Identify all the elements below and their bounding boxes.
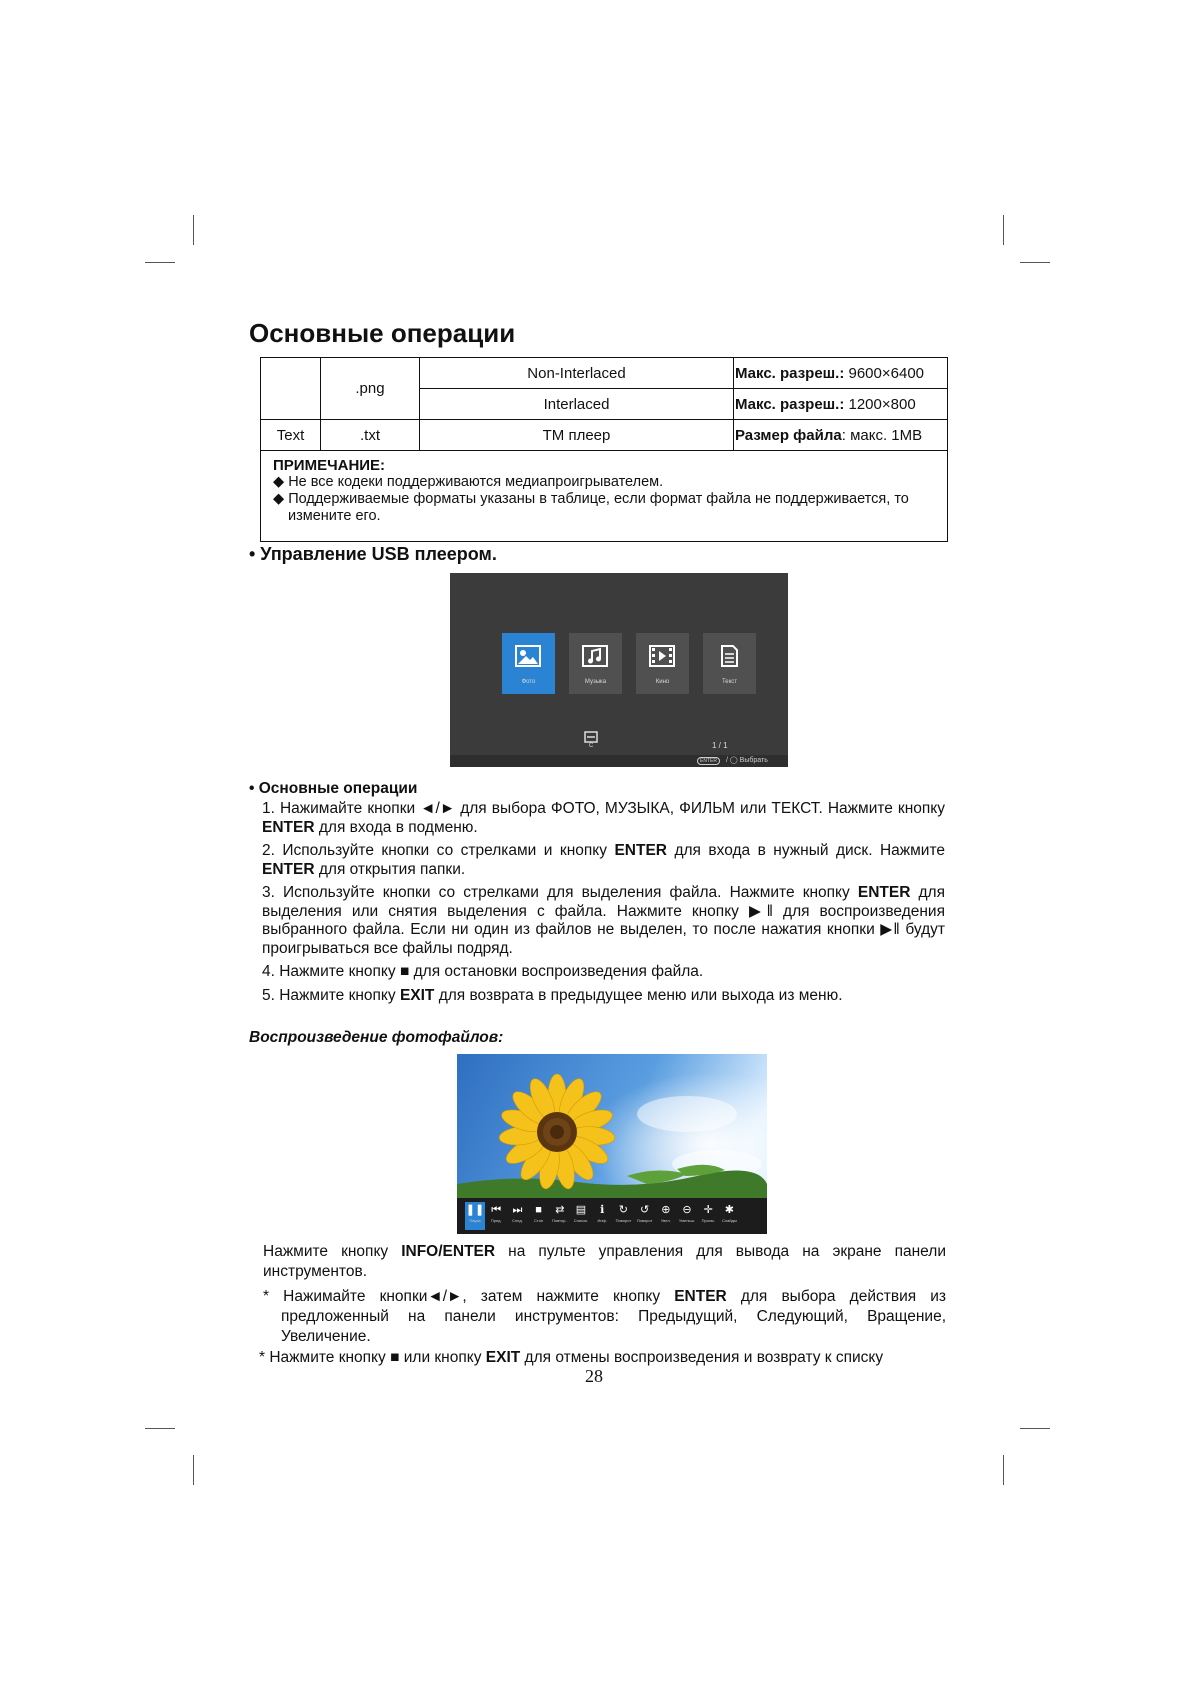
info-icon: ℹ	[600, 1204, 605, 1216]
crop-mark	[193, 215, 194, 245]
mode-cell: TM плеер	[420, 420, 734, 451]
operations-steps	[262, 800, 945, 1005]
tile-movie[interactable]	[636, 633, 689, 694]
tile-music[interactable]	[569, 633, 622, 694]
page-title: Основные операции	[249, 318, 516, 348]
ext-cell: .png	[321, 358, 420, 420]
toolbar-button-label: Список.	[573, 1218, 589, 1223]
note-cell	[261, 451, 948, 542]
repeat-icon: ⇄	[555, 1204, 565, 1216]
type-cell-empty	[261, 358, 321, 420]
tip-paragraph: * Нажмите кнопку ■ или кнопку EXIT для отмены воспроизведения и возврату к списку	[259, 1349, 884, 1366]
toolbar-button-label: Уменьш.	[679, 1218, 695, 1223]
note-item: ◆ Поддерживаемые форматы указаны в таблице, если формат файла не поддерживается, то измените его.	[273, 491, 909, 524]
toolbar-button-label: Просм.	[701, 1218, 715, 1223]
toolbar-button[interactable]	[550, 1202, 570, 1230]
toolbar-button-label: Инф.	[597, 1218, 607, 1223]
toolbar-button[interactable]	[719, 1202, 739, 1230]
film-icon	[649, 645, 675, 667]
crop-mark	[1020, 1428, 1050, 1429]
move-icon: ✛	[703, 1204, 713, 1216]
photo-heading: Воспроизведение фотофайлов:	[249, 1029, 504, 1046]
mode-cell: Non-Interlaced	[420, 358, 734, 389]
page-number: 28	[585, 1366, 603, 1386]
photo-toolbar	[457, 1198, 767, 1234]
crop-mark	[1003, 1455, 1004, 1485]
toolbar-button-label: Повтор..	[551, 1218, 568, 1223]
rotate-right-icon: ↻	[618, 1204, 628, 1216]
step-item: 5. Нажмите кнопку EXIT для возврата в предыдущее меню или выхода из меню.	[262, 986, 843, 1004]
type-cell: Text	[261, 420, 321, 451]
settings-icon: ✱	[724, 1204, 734, 1216]
usb-player-screen	[450, 573, 788, 767]
document-icon	[716, 645, 742, 667]
tile-text[interactable]	[703, 633, 756, 694]
next-icon: ⏭	[512, 1204, 523, 1216]
toolbar-button[interactable]	[613, 1202, 633, 1230]
hint-text: / ◯ Выбрать	[726, 757, 768, 764]
tile-label: Кино	[655, 679, 670, 685]
zoom-in-icon: ⊕	[661, 1204, 671, 1216]
pause-icon: ❚❚	[465, 1204, 485, 1216]
photo-playback-screen	[457, 1054, 767, 1234]
toolbar-button[interactable]	[507, 1202, 527, 1230]
zoom-out-icon: ⊖	[682, 1204, 692, 1216]
drive-label: C	[588, 743, 594, 749]
drive-c[interactable]	[583, 731, 599, 749]
toolbar-button-label: Поворот	[636, 1218, 653, 1223]
toolbar-button[interactable]	[592, 1202, 612, 1230]
crop-mark	[145, 1428, 175, 1429]
crop-mark	[1003, 215, 1004, 245]
note-item: ◆ Не все кодеки поддерживаются медиапроигрывателем.	[273, 474, 664, 490]
usb-heading: • Управление USB плеером.	[249, 544, 497, 564]
crop-mark	[145, 262, 175, 263]
toolbar-button-label: Увел.	[660, 1218, 671, 1223]
info-paragraph: Нажмите кнопку INFO/ENTER на пульте управления для вывода на экране панели инструментов.	[263, 1243, 946, 1280]
table-row	[261, 420, 948, 451]
crop-mark	[1020, 262, 1050, 263]
list-icon: ▤	[575, 1204, 587, 1216]
tip-paragraph: * Нажимайте кнопки◄/►, затем нажмите кнопку ENTER для выбора действия из предложенный на панели инструментов: Предыдущий, Следующий, Вращение, Увеличение.	[263, 1288, 946, 1345]
tile-photo[interactable]	[502, 633, 555, 694]
tile-label: Текст	[721, 679, 738, 685]
toolbar-button-label: Пред.	[490, 1218, 502, 1223]
enter-key-icon: ENTER	[697, 757, 720, 765]
toolbar-button-label: Слайды	[721, 1218, 737, 1223]
toolbar-button[interactable]	[635, 1202, 655, 1230]
photo-icon	[515, 645, 541, 667]
value-cell: Макс. разреш.: 9600×6400	[734, 358, 948, 389]
ext-cell: .txt	[321, 420, 420, 451]
format-table	[260, 357, 948, 542]
table-row	[261, 358, 948, 389]
crop-mark	[193, 1455, 194, 1485]
note-title: ПРИМЕЧАНИЕ:	[273, 457, 386, 474]
toolbar-button[interactable]	[677, 1202, 697, 1230]
step-item: 3. Используйте кнопки со стрелками для выделения файла. Нажмите кнопку ENTER для выделения или снятия выделения с файла. Нажмите кнопку ▶ǁ для воспроизведения выбранного файла. Если ни один из файлов не выделен, то после нажатия кнопки ▶ǁ будут проигрываться все файлы подряд.	[262, 884, 945, 957]
operations-heading: • Основные операции	[249, 780, 418, 797]
rotate-left-icon: ↺	[639, 1204, 650, 1216]
page-indicator: 1 / 1	[712, 741, 728, 750]
toolbar-button-label: Поворот	[615, 1218, 632, 1223]
toolbar-button[interactable]	[698, 1202, 718, 1230]
drive-icon	[584, 731, 598, 743]
step-item: 1. Нажимайте кнопки ◄/► для выбора ФОТО, МУЗЫКА, ФИЛЬМ или ТЕКСТ. Нажмите кнопку ENTER для входа в подменю.	[262, 800, 945, 836]
toolbar-button[interactable]	[571, 1202, 591, 1230]
value-cell: Размер файла: макс. 1MB	[734, 420, 948, 451]
value-cell: Макс. разреш.: 1200×800	[734, 389, 948, 420]
toolbar-button[interactable]	[656, 1202, 676, 1230]
usb-hint-bar	[450, 755, 788, 767]
toolbar-button-label: След.	[511, 1218, 523, 1223]
mode-cell: Interlaced	[420, 389, 734, 420]
toolbar-button-label: Стоп	[534, 1218, 544, 1223]
tile-label: Фото	[521, 679, 536, 685]
table-row	[261, 451, 948, 542]
stop-icon: ■	[535, 1204, 542, 1216]
toolbar-button[interactable]	[529, 1202, 549, 1230]
tile-label: Музыка	[584, 679, 607, 685]
step-item: 2. Используйте кнопки со стрелками и кнопку ENTER для входа в нужный диск. Нажмите ENTER для открытия папки.	[262, 842, 945, 878]
toolbar-button[interactable]	[465, 1202, 485, 1230]
toolbar-button-label: Пауза	[469, 1218, 481, 1223]
step-item: 4. Нажмите кнопку ■ для остановки воспроизведения файла.	[262, 963, 704, 980]
music-icon	[582, 645, 608, 667]
toolbar-button[interactable]	[486, 1202, 506, 1230]
prev-icon: ⏮	[491, 1204, 502, 1216]
